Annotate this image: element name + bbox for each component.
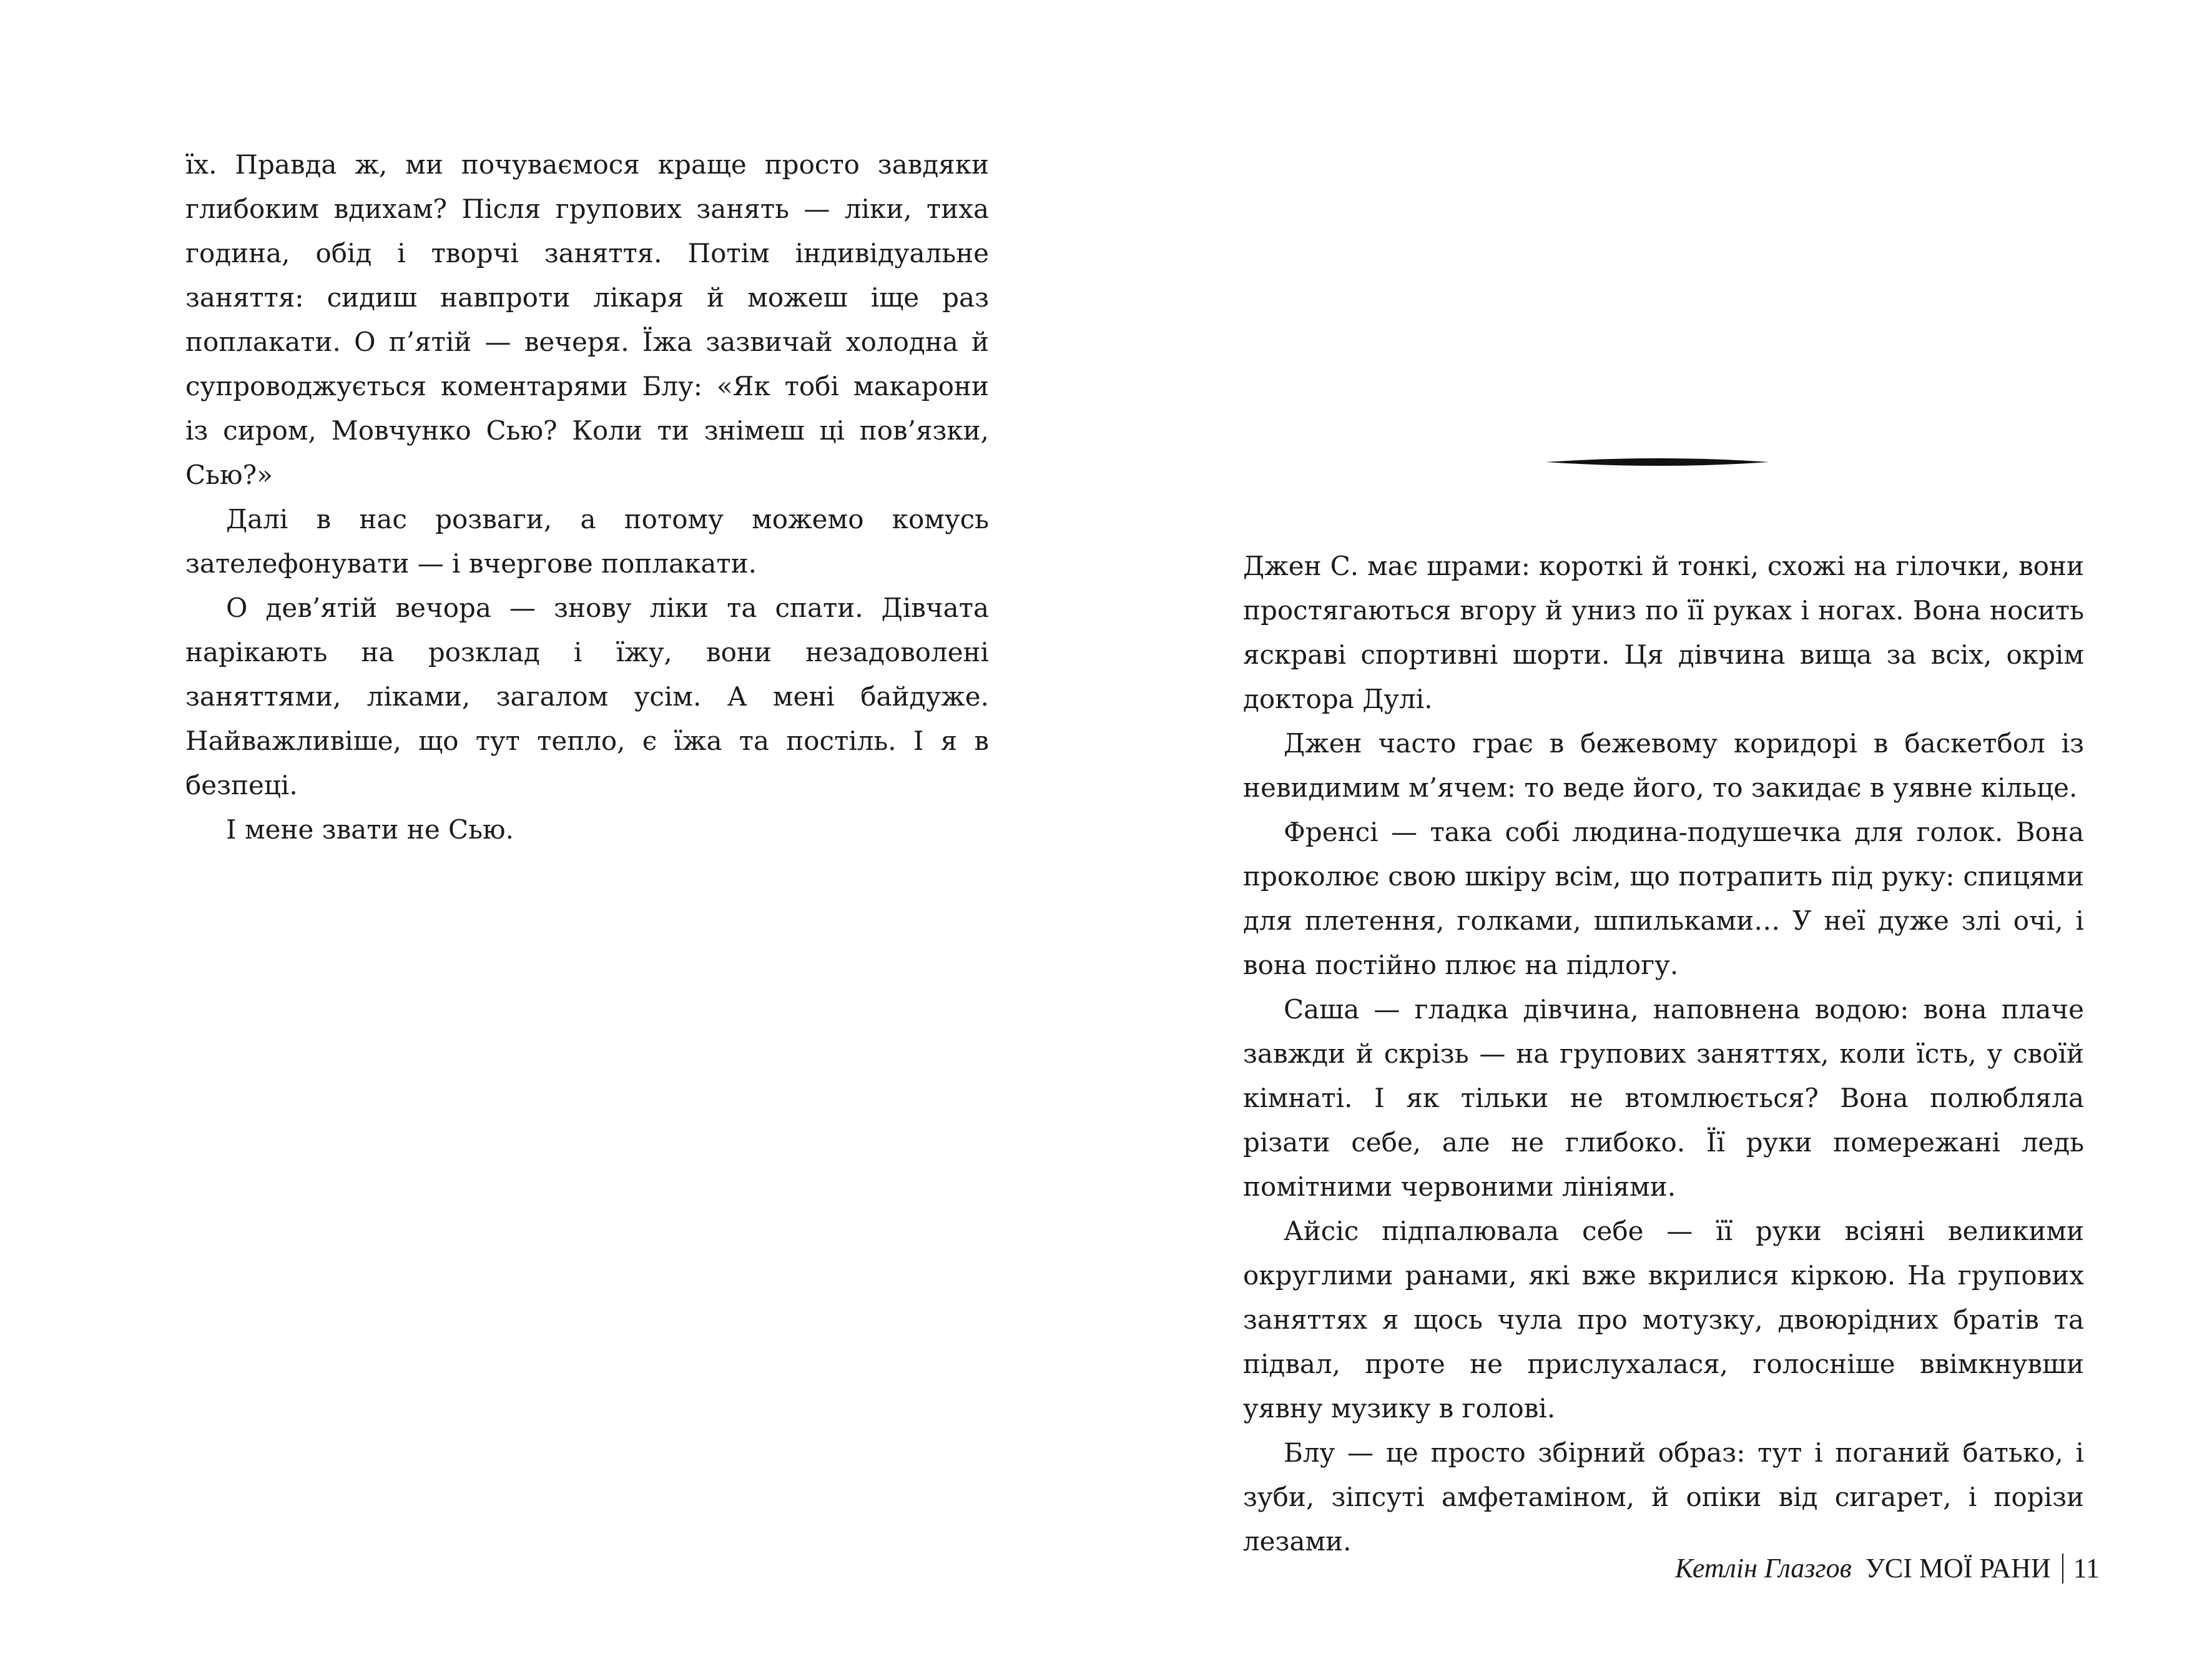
- paragraph: О дев’ятій вечора — знову ліки та спати. Дівчата нарікають на розклад і їжу, вони незадоволені заняттями, ліками, загалом усім. А мені байдуже. Найважливіше, що тут тепло, є їжа та постіль. І я в безпеці.: [185, 593, 989, 800]
- right-page-body: [1243, 544, 2084, 1563]
- paragraph: Френсі — така собі людина-подушечка для голок. Вона проколює свою шкіру всім, що потрапить під руку: спицями для плетення, голками, шпильками… У неї дуже злі очі, і вона постійно плює на підлогу.: [1243, 817, 2084, 980]
- footer-separator: [2062, 1553, 2063, 1583]
- paragraph: Далі в нас розваги, а потому можемо комусь зателефонувати — і вчергове поплакати.: [185, 504, 989, 579]
- right-page: [1106, 0, 2212, 1659]
- paragraph: Айсіс підпалювала себе — її руки всіяні великими округлими ранами, які вже вкрилися кіркою. На групових заняттях я щось чула про мотузку, двоюрідних братів та підвал, проте не прислухалася, голосніше ввімкнувши уявну музику в голові.: [1243, 1216, 2084, 1424]
- paragraph: І мене звати не Сью.: [226, 814, 514, 845]
- footer-author: Кетлін Глазгов: [1674, 1553, 1852, 1583]
- section-break-ornament-icon: [1546, 458, 1769, 466]
- paragraph: Джен часто грає в бежевому коридорі в баскетбол із невидимим м’ячем: то веде його, то закидає в уявне кільце.: [1243, 728, 2084, 803]
- left-page-body: [185, 142, 989, 852]
- paragraph: Джен С. має шрами: короткі й тонкі, схожі на гілочки, вони простягаються вгору й униз по її руках і ногах. Вона носить яскраві спортивні шорти. Ця дівчина вища за всіх, окрім доктора Дулі.: [1243, 551, 2084, 714]
- paragraph: Саша — гладка дівчина, наповнена водою: вона плаче завжди й скрізь — на групових заняттях, коли їсть, у своїй кімнаті. І як тільки не втомлюється? Вона полюбляла різати себе, але не глибоко. Її руки помережані ледь помітними червоними лініями.: [1243, 994, 2084, 1202]
- paragraph: їх. Правда ж, ми почуваємося краще просто завдяки глибоким вдихам? Після групових занять — ліки, тиха година, обід і творчі заняття. Потім індивідуальне заняття: сидиш навпроти лікаря й можеш іще раз поплакати. О п’ятій — вечеря. Їжа зазвичай холодна й супроводжується коментарями Блу: «Як тобі макарони із сиром, Мовчунко Сью? Коли ти знімеш ці пов’язки, Сью?»: [185, 149, 989, 490]
- footer-book-title: УСІ МОЇ РАНИ: [1865, 1553, 2051, 1583]
- page-number: 11: [2073, 1553, 2100, 1583]
- paragraph: Блу — це просто збірний образ: тут і поганий батько, і зуби, зіпсуті амфетаміном, й опіки від сигарет, і порізи лезами.: [1243, 1437, 2084, 1557]
- running-footer: [1675, 1550, 2100, 1587]
